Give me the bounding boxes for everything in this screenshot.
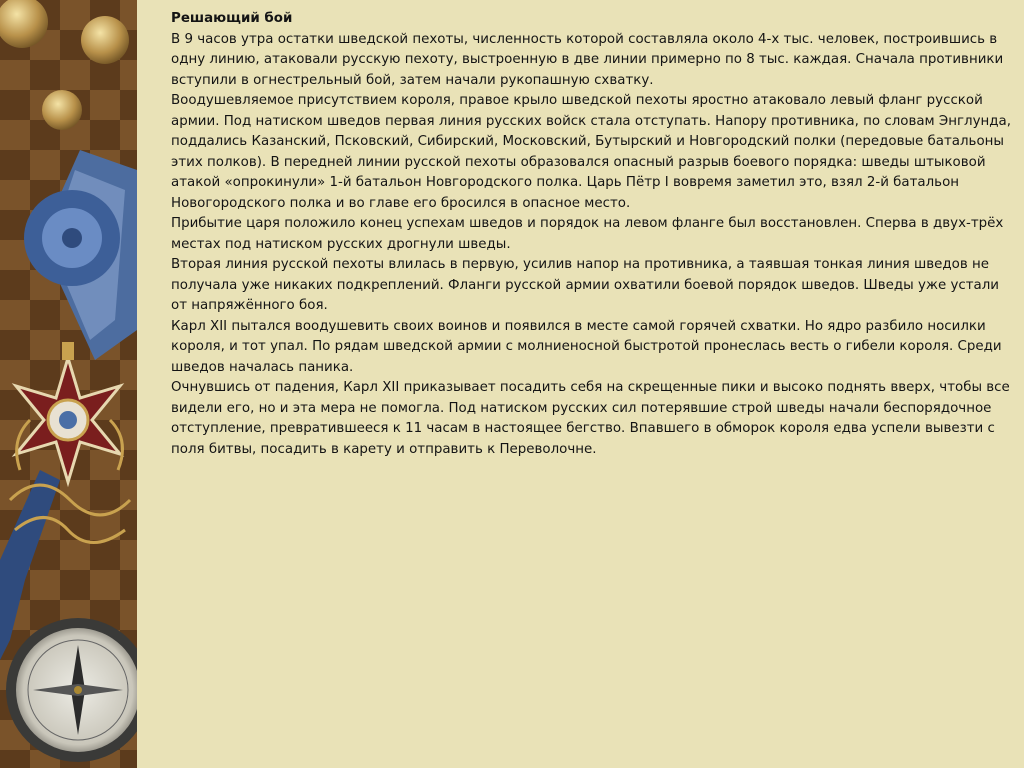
side-decoration-image bbox=[0, 0, 137, 768]
paragraph-retreat: Очнувшись от падения, Карл XII приказывает посадить себя на скрещенные пики и высоко поднять вверх, чтобы все видели его, но и эта мера не помогла. Под натиском русских сил потерявшие строй шведы начали беспорядочное отступление, превратившееся к 11 часам в настоящее бегство. Впавшего в обморок короля едва успели вывезти с поля битвы, посадить в карету и отправить к Переволочне. bbox=[171, 380, 1010, 457]
paragraph-tsar-arrival: Прибытие царя положило конец успехам шведов и порядок на левом фланге был восстановлен. Сперва в двух-трёх местах под натиском русских дрогнули шведы. bbox=[171, 216, 1004, 252]
paragraph-swedish-attack: Воодушевляемое присутствием короля, правое крыло шведской пехоты яростно атаковало левый фланг русской армии. Под натиском шведов первая линия русских войск стала отступать. Напору противника, по словам Энглунда, поддались Казанский, Псковский, Сибирский, Московский, Бутырский и Новгородский полки (передовые батальоны этих полков). В передней линии русской пехоты образовался опасный разрыв боевого порядка: шведы штыковой атакой «опрокинули» 1-й батальон Новгородского полка. Царь Пётр I вовремя заметил это, взял 2-й батальон Новогородского полка и во главе его бросился в опасное место. bbox=[171, 93, 1012, 211]
slide-text-block bbox=[171, 9, 1014, 460]
paragraph-second-line: Вторая линия русской пехоты влилась в первую, усилив напор на противника, а таявшая тонкая линия шведов не получала уже никаких подкреплений. Фланги русской армии охватили боевой порядок шведов. Шведы уже устали от напряжённого боя. bbox=[171, 257, 1000, 313]
slide-title: Решающий бой bbox=[171, 11, 293, 26]
paragraph-battle-start: В 9 часов утра остатки шведской пехоты, численность которой составляла около 4-х тыс. человек, построившись в одну линию, атаковали русскую пехоту, выстроенную в две линии примерно по 8 тыс. каждая. Сначала противники вступили в огнестрельный бой, затем начали рукопашную схватку. bbox=[171, 31, 1004, 88]
paragraph-karl-wounded: Карл XII пытался воодушевить своих воинов и появился в месте самой горячей схватки. Но ядро разбило носилки короля, и тот упал. По рядам шведской армии с молниеносной быстротой пронеслась весть о гибели короля. Среди шведов началась паника. bbox=[171, 318, 1002, 375]
medal-collage-illustration bbox=[0, 0, 137, 768]
